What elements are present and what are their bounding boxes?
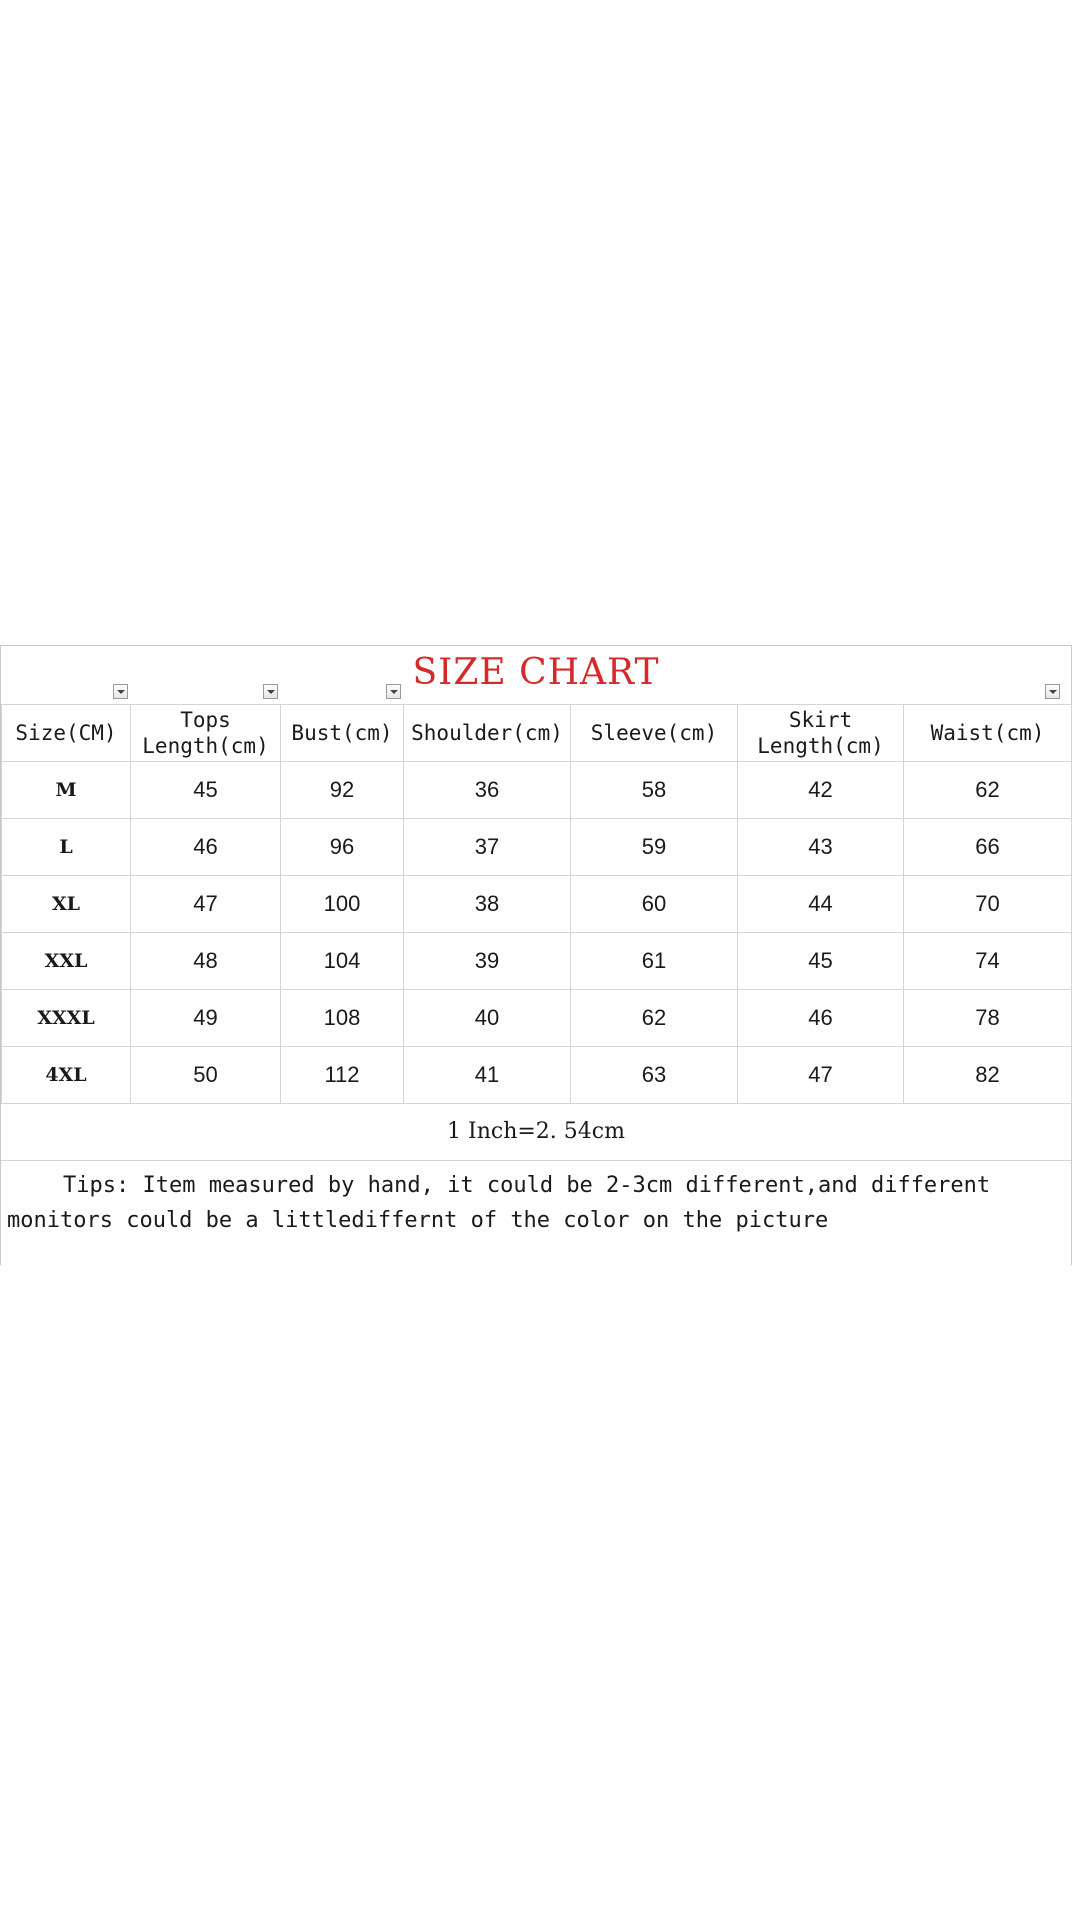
table-cell: 4XL bbox=[2, 1047, 131, 1104]
column-header-bust: Bust(cm) bbox=[281, 705, 404, 762]
table-cell: 82 bbox=[904, 1047, 1072, 1104]
table-cell: XL bbox=[2, 876, 131, 933]
table-cell: 47 bbox=[131, 876, 281, 933]
table-cell: 46 bbox=[131, 819, 281, 876]
table-row bbox=[2, 762, 1072, 819]
table-cell: 61 bbox=[571, 933, 738, 990]
table-cell: 39 bbox=[404, 933, 571, 990]
table-cell: 41 bbox=[404, 1047, 571, 1104]
column-header-sleeve: Sleeve(cm) bbox=[571, 705, 738, 762]
table-cell: 112 bbox=[281, 1047, 404, 1104]
table-row bbox=[2, 819, 1072, 876]
table-cell: 104 bbox=[281, 933, 404, 990]
table-row bbox=[2, 990, 1072, 1047]
table-cell: XXXL bbox=[2, 990, 131, 1047]
table-cell: 62 bbox=[904, 762, 1072, 819]
table-cell: 45 bbox=[131, 762, 281, 819]
table-cell: 45 bbox=[738, 933, 904, 990]
table-cell: 66 bbox=[904, 819, 1072, 876]
table-cell: 42 bbox=[738, 762, 904, 819]
table-cell: M bbox=[2, 762, 131, 819]
table-cell: 38 bbox=[404, 876, 571, 933]
table-row bbox=[2, 876, 1072, 933]
table-row bbox=[2, 933, 1072, 990]
table-cell: 96 bbox=[281, 819, 404, 876]
table-cell: 100 bbox=[281, 876, 404, 933]
table-cell: 78 bbox=[904, 990, 1072, 1047]
table-cell: L bbox=[2, 819, 131, 876]
table-cell: 50 bbox=[131, 1047, 281, 1104]
size-table bbox=[1, 704, 1072, 1104]
column-header-waist: Waist(cm) bbox=[904, 705, 1072, 762]
table-cell: 63 bbox=[571, 1047, 738, 1104]
table-cell: 36 bbox=[404, 762, 571, 819]
table-cell: 48 bbox=[131, 933, 281, 990]
conversion-note: 1 Inch=2. 54cm bbox=[1, 1104, 1071, 1161]
table-cell: 59 bbox=[571, 819, 738, 876]
column-header-skirt-length: Skirt Length(cm) bbox=[738, 705, 904, 762]
column-header-shoulder: Shoulder(cm) bbox=[404, 705, 571, 762]
table-cell: 47 bbox=[738, 1047, 904, 1104]
table-cell: 49 bbox=[131, 990, 281, 1047]
table-cell: 44 bbox=[738, 876, 904, 933]
header-row bbox=[2, 705, 1072, 762]
size-chart-sheet bbox=[0, 645, 1072, 1265]
table-cell: 92 bbox=[281, 762, 404, 819]
chart-title: SIZE CHART bbox=[412, 652, 660, 693]
table-cell: XXL bbox=[2, 933, 131, 990]
table-cell: 108 bbox=[281, 990, 404, 1047]
table-cell: 37 bbox=[404, 819, 571, 876]
table-cell: 43 bbox=[738, 819, 904, 876]
table-cell: 46 bbox=[738, 990, 904, 1047]
title-row bbox=[1, 646, 1071, 704]
column-header-tops-length: Tops Length(cm) bbox=[131, 705, 281, 762]
column-header-size: Size(CM) bbox=[2, 705, 131, 762]
table-cell: 58 bbox=[571, 762, 738, 819]
table-cell: 60 bbox=[571, 876, 738, 933]
filter-dropdown-icon[interactable] bbox=[1045, 684, 1060, 699]
tips-note: Tips: Item measured by hand, it could be 2-3cm different,and different monitors could be a littlediffernt of the color on the picture bbox=[7, 1173, 991, 1233]
table-cell: 74 bbox=[904, 933, 1072, 990]
table-cell: 62 bbox=[571, 990, 738, 1047]
table-cell: 40 bbox=[404, 990, 571, 1047]
table-row bbox=[2, 1047, 1072, 1104]
table-cell: 70 bbox=[904, 876, 1072, 933]
